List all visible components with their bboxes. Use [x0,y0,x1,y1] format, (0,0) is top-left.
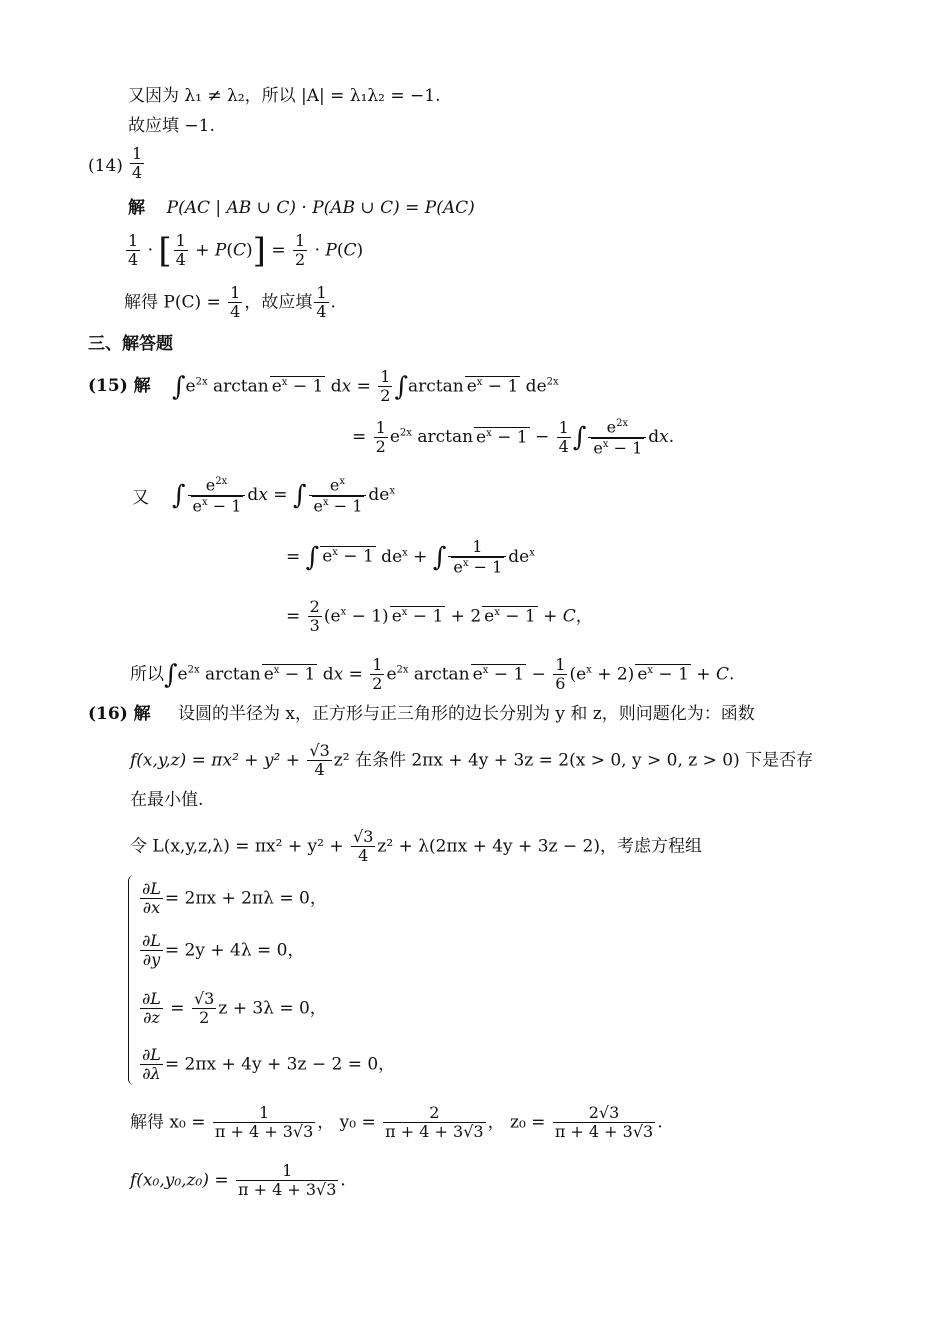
equation-line: f(x₀,y₀,z₀) = $\frac{1}{\pi + 4 + 3√3}$ . [130,1161,346,1200]
equation-line: = $\frac{2}{3}$ $(e^x - 1) e^x - 1 + 2$ $e^x - 1 + C$， [286,597,593,636]
equation-line: 所以$\int e^{2x}$ $\arctan e^x - 1$ dx = $\frac{1}{2}$ $e^{2x}$ $\arctan e^x - 1$ − $\frac{1}{6}$ $(e^x + 2) e^x - 1 + C$. [130,655,735,694]
answer-fraction: $\frac{1}{4}$ [132,144,143,183]
text-line: 在最小值. [130,790,204,810]
text-word: 又 [132,488,149,508]
equation-line: = $\frac{1}{2}$ $e^{2x}$ $\arctan e^x - 1$ − $\frac{1}{4}$ ∫ $\frac{e^{2x}}{e^x - 1}$ dx. [352,417,675,458]
text-line: 设圆的半径为 x，正方形与正三角形的边长分别为 y 和 z，则问题化为：函数 [178,704,755,724]
equation-line: $\int e^{2x}$ $\arctan e^x - 1$ dx = $\frac{1}{2}$ ∫arctan $e^x - 1$ $de^{2x}$ [172,367,559,406]
question-label: (16) 解 [88,704,151,724]
solution-line: 解 P(AC | AB ∪ C) · P(AB ∪ C) = P(AC) [128,198,475,218]
system-equation: $\frac{\partial L}{\partial z}$ = $\frac{√3}{2}$ z + 3λ = 0， [142,989,327,1028]
equation-line: 令 L(x,y,z,λ) = πx² + y² + $\frac{√3}{4}$ z² + λ(2πx + 4y + 3z − 2)，考虑方程组 [130,827,702,866]
text-line: 故应填 −1. [128,116,215,136]
question-label: (15) 解 [88,376,151,396]
question-label: (14) [88,156,123,176]
equation-line: 解得 P(C) = $\frac{1}{4}$ ，故应填 $\frac{1}{4}$ . [124,283,336,322]
section-heading: 三、解答题 [88,334,173,354]
system-equation: $\frac{\partial L}{\partial\lambda}$ = 2πx + 4y + 3z − 2 = 0， [142,1045,396,1084]
text-line: 又因为 λ₁ ≠ λ₂，所以 |A| = λ₁λ₂ = −1. [128,86,441,106]
system-equation: $\frac{\partial L}{\partial y}$ = 2y + 4λ = 0， [142,931,305,970]
equation-line: f(x,y,z) = πx² + y² + $\frac{√3}{4}$ z² 在条件 2πx + 4y + 3z = 2(x > 0, y > 0, z > 0) 下是否存 [130,741,814,780]
equation-line: = ∫ $e^x - 1$ $de^x$ + ∫ $\frac{1}{e^x - 1}$ $de^x$ [286,537,535,577]
equation-line: $\frac{1}{4}$ · [ $\frac{1}{4}$ + P(C)] = $\frac{1}{2}$ · P(C) [128,230,364,271]
system-equation: $\frac{\partial L}{\partial x}$ = 2πx + 2πλ = 0， [142,879,327,918]
equation-line: 解得 x₀ = $\frac{1}{\pi + 4 + 3√3}$ ， y₀ = $\frac{2}{\pi + 4 + 3√3}$ ， z₀ = $\frac{2√3}{\pi + 4 + 3√3}$ . [130,1103,663,1142]
equation-line: ∫ $\frac{e^{2x}}{e^x - 1}$ dx = ∫ $\frac{e^x}{e^x - 1}$ $de^x$ [172,475,395,516]
